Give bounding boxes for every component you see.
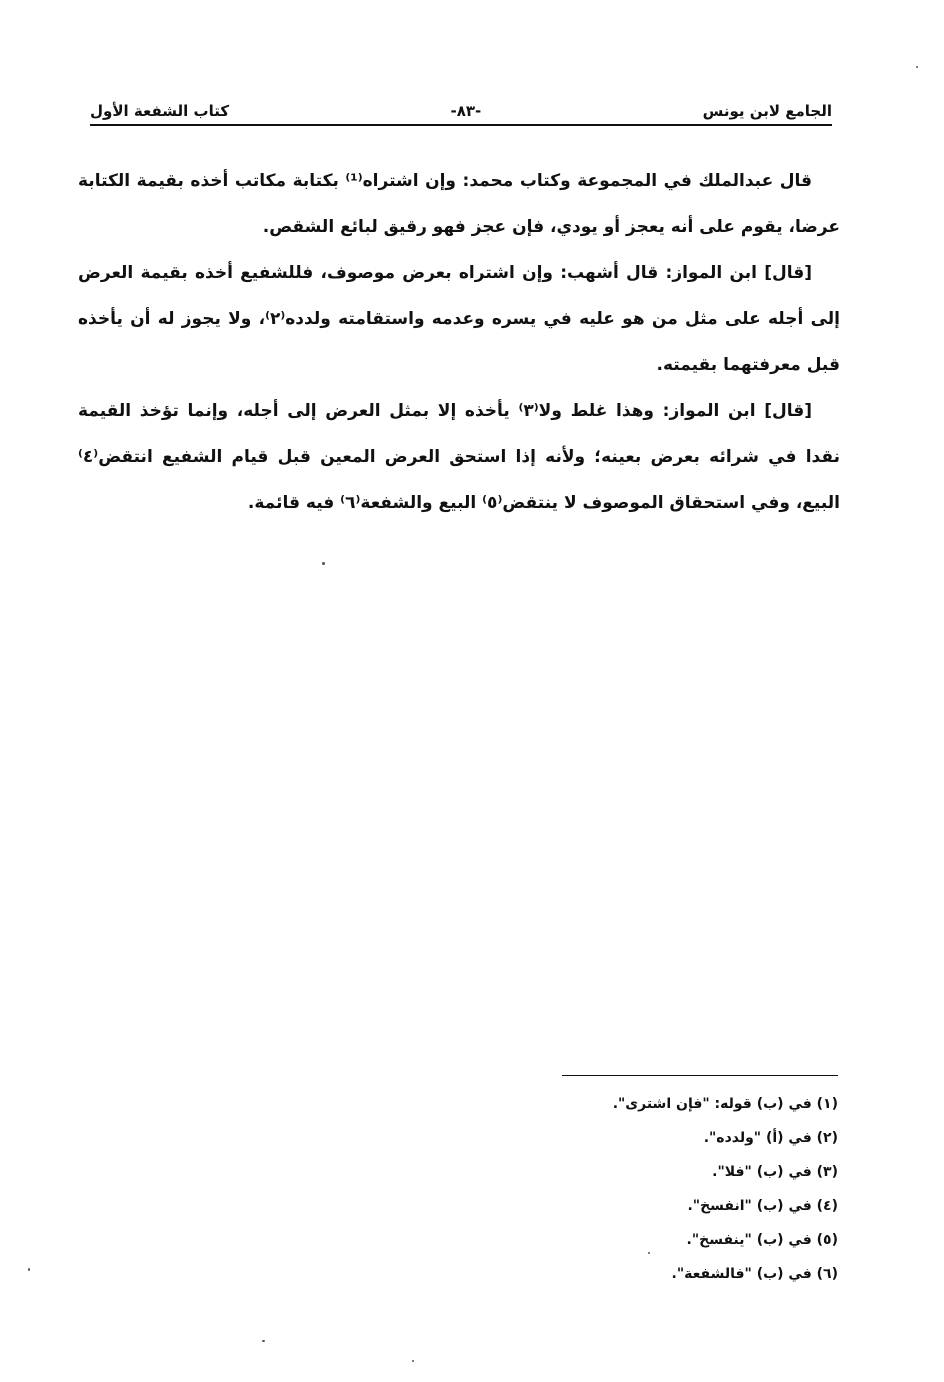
footnote-rule (562, 1075, 838, 1076)
footnote-5: (٥) في (ب) "ينفسخ". (686, 1232, 838, 1248)
footnotes (400, 1087, 838, 1291)
paragraph-1: قال عبدالملك في المجموعة وكتاب محمد: وإن اشتراه⁽¹⁾ بكتابة مكاتب أخذه بقيمة الكتابة عرضا، يقوم على أنه يعجز أو يودي، فإن عجز فهو رقيق لبائع الشقص. (78, 171, 840, 237)
main-text (78, 158, 840, 526)
header-book-title: الجامع لابن يونس (702, 102, 832, 120)
page-number: -٨٣- (450, 102, 482, 120)
scan-speck (412, 1360, 414, 1362)
footnote-3: (٣) في (ب) "فلا". (712, 1164, 838, 1180)
scan-speck (322, 562, 325, 565)
footnote-1: (١) في (ب) قوله: "فإن اشترى". (612, 1096, 838, 1112)
header-rule (90, 124, 832, 126)
paragraph-2: [قال] ابن المواز: قال أشهب: وإن اشتراه بعرض موصوف، فللشفيع أخذه بقيمة العرض إلى أجله على مثل من هو عليه في يسره وعدمه واستقامته ولدده⁽٢⁾، ولا يجوز له أن يأخذه قبل معرفتهما بقيمته. (78, 263, 840, 375)
header-chapter-title: كتاب الشفعة الأول (90, 102, 230, 120)
running-header (90, 88, 832, 120)
scan-speck (262, 1340, 265, 1342)
scan-speck (648, 1252, 650, 1254)
footnote-4: (٤) في (ب) "انفسخ". (687, 1198, 838, 1214)
scan-speck (28, 1268, 30, 1271)
footnote-6: (٦) في (ب) "فالشفعة". (671, 1266, 838, 1282)
scan-speck (916, 66, 918, 68)
footnote-2: (٢) في (أ) "ولدده". (703, 1130, 838, 1146)
paragraph-3: [قال] ابن المواز: وهذا غلط ولا⁽٣⁾ يأخذه إلا بمثل العرض إلى أجله، وإنما تؤخذ القيمة نقدا في شرائه بعرض بعينه؛ ولأنه إذا استحق العرض المعين قبل قيام الشفيع انتقض⁽٤⁾ البيع، وفي استحقاق الموصوف لا ينتقض⁽٥⁾ البيع والشفعة⁽٦⁾ فيه قائمة. (78, 401, 840, 513)
